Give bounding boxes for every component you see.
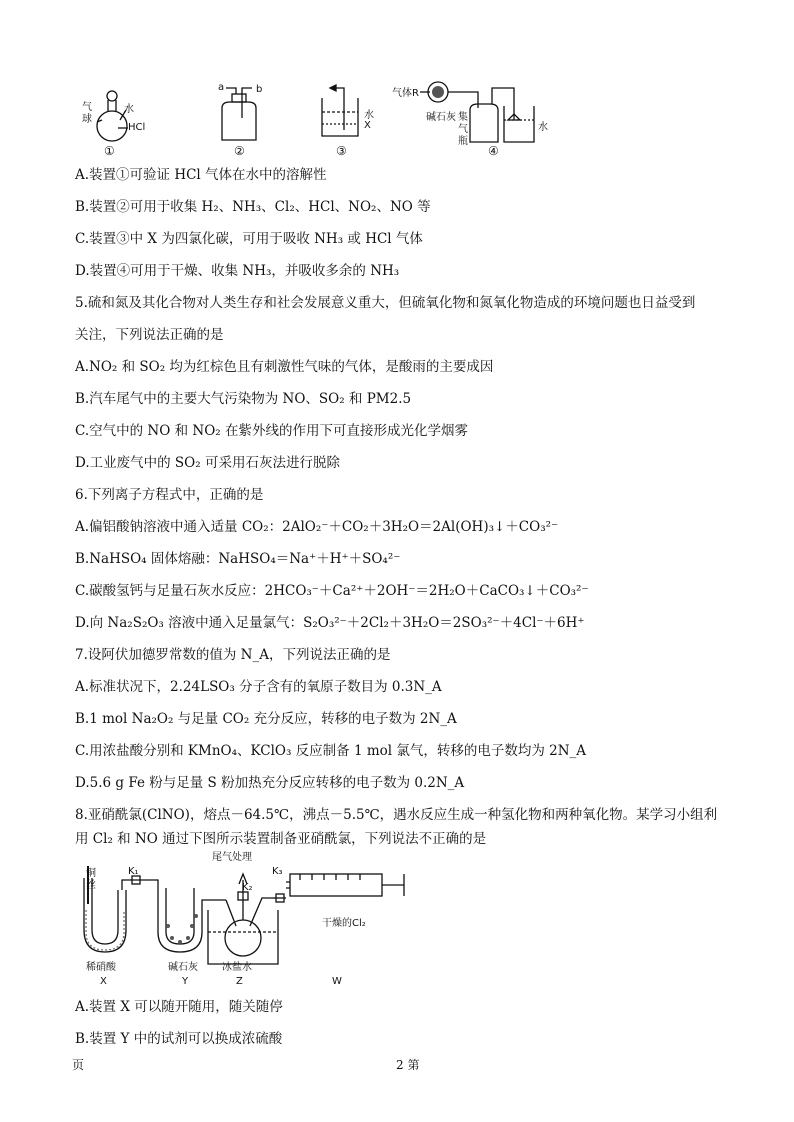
q4-option-c: C.装置③中 X 为四氯化碳，可用于吸收 NH₃ 或 HCl 气体	[75, 231, 423, 247]
label-si: 丝	[86, 880, 96, 891]
q7-stem: 7.设阿伏加德罗常数的值为 N_A，下列说法正确的是	[75, 647, 391, 663]
label-ping: 瓶	[458, 136, 468, 147]
q5-option-b: B.汽车尾气中的主要大气污染物为 NO、SO₂ 和 PM2.5	[75, 391, 412, 407]
fig-number-2: ②	[234, 144, 245, 158]
q6-option-b: B.NaHSO₄ 固体熔融：NaHSO₄＝Na⁺＋H⁺＋SO₄²⁻	[75, 551, 401, 567]
apparatus-w-syringe	[272, 874, 404, 902]
label-qi: 气	[82, 102, 92, 113]
label-water-4: 水	[538, 122, 548, 133]
label-soda-lime-1: 碱石灰	[426, 112, 456, 123]
q7-option-d: D.5.6 g Fe 粉与足量 S 粉加热充分反应转移的电子数为 0.2N_A	[75, 775, 465, 791]
label-b: b	[256, 84, 263, 95]
q5-stem-line1: 5.硫和氮及其化合物对人类生存和社会发展意义重大，但硫氧化物和氮氧化物造成的环境问题也日益受到	[75, 295, 696, 311]
q6-option-c: C.碳酸氢钙与足量石灰水反应：2HCO₃⁻＋Ca²⁺＋2OH⁻＝2H₂O＋CaCO₃↓＋CO₃²⁻	[75, 583, 589, 599]
label-y: Y	[182, 976, 189, 987]
footer-left: 页	[72, 1058, 85, 1072]
q5-option-d: D.工业废气中的 SO₂ 可采用石灰法进行脱除	[75, 455, 340, 471]
q4-option-d: D.装置④可用于干燥、收集 NH₃，并吸收多余的 NH₃	[75, 263, 400, 279]
q6-option-a: A.偏铝酸钠溶液中通入适量 CO₂：2AlO₂⁻＋CO₂＋3H₂O＝2Al(OH)₃↓＋CO₃²⁻	[75, 519, 559, 535]
q4-option-b: B.装置②可用于收集 H₂、NH₃、Cl₂、HCl、NO₂、NO 等	[75, 199, 431, 215]
label-x: X	[100, 976, 107, 987]
label-qi2: 气	[458, 124, 468, 135]
label-w: W	[332, 976, 342, 987]
q8-stem-line1: 8.亚硝酰氯(ClNO)，熔点－64.5℃，沸点－5.5℃，遇水反应生成一种氢化物和两种氧化物。某学习小组利	[75, 807, 718, 823]
q7-option-c: C.用浓盐酸分别和 KMnO₄、KClO₃ 反应制备 1 mol 氯气，转移的电子数均为 2N_A	[75, 743, 587, 759]
q8-stem-line2: 用 Cl₂ 和 NO 通过下图所示装置制备亚硝酰氯，下列说法不正确的是	[75, 831, 487, 847]
label-tail-gas: 尾气处理	[212, 852, 252, 863]
q4-option-a: A.装置①可验证 HCl 气体在水中的溶解性	[75, 167, 327, 183]
label-gas-r: 气体R	[392, 88, 419, 99]
q5-stem-line2: 关注，下列说法正确的是	[75, 327, 224, 343]
label-k2: K₂	[242, 882, 253, 893]
fig-number-1: ①	[104, 144, 115, 158]
fig-number-4: ④	[488, 144, 499, 158]
apparatus-2-bottle	[222, 88, 256, 140]
fig-number-3: ③	[336, 144, 347, 158]
q6-option-d: D.向 Na₂S₂O₃ 溶液中通入足量氯气：S₂O₃²⁻＋2Cl₂＋3H₂O＝2SO₃²⁻＋4Cl⁻＋6H⁺	[75, 615, 585, 631]
label-z: Z	[236, 976, 243, 987]
q7-option-b: B.1 mol Na₂O₂ 与足量 CO₂ 充分反应，转移的电子数为 2N_A	[75, 711, 457, 727]
label-ji: 集	[458, 112, 468, 123]
q8-option-b: B.装置 Y 中的试剂可以换成浓硫酸	[75, 1031, 283, 1047]
label-k1: K₁	[128, 866, 139, 877]
apparatus-figure-clno	[0, 840, 794, 1000]
q8-option-a: A.装置 X 可以随开随用，随关随停	[75, 999, 283, 1015]
label-a: a	[218, 82, 225, 93]
label-water-3: 水	[364, 110, 374, 121]
label-dry-cl2: 干燥的Cl₂	[322, 918, 366, 929]
label-k3: K₃	[272, 866, 283, 877]
label-water-1: 水	[124, 104, 134, 115]
label-hcl: HCl	[128, 122, 146, 133]
q7-option-a: A.标准状况下，2.24LSO₃ 分子含有的氧原子数目为 0.3N_A	[75, 679, 442, 695]
footer-page-number: 2 第	[396, 1058, 420, 1072]
apparatus-3-beaker	[322, 85, 358, 136]
label-ice-salt-water: 冰盐水	[222, 962, 252, 973]
label-dilute-nitric: 稀硝酸	[86, 962, 116, 973]
q5-option-a: A.NO₂ 和 SO₂ 均为红棕色且有刺激性气味的气体，是酸雨的主要成因	[75, 359, 494, 375]
label-soda-lime-2: 碱石灰	[168, 962, 198, 973]
label-x-3: X	[364, 120, 371, 131]
apparatus-1-flask	[97, 91, 128, 141]
apparatus-y-utube	[148, 880, 226, 952]
label-tong: 铜	[86, 868, 96, 879]
q6-stem: 6.下列离子方程式中，正确的是	[75, 487, 264, 503]
label-qiu: 球	[82, 114, 92, 125]
q5-option-c: C.空气中的 NO 和 NO₂ 在紫外线的作用下可直接形成光化学烟雾	[75, 423, 468, 439]
apparatus-figure-top	[0, 0, 794, 160]
